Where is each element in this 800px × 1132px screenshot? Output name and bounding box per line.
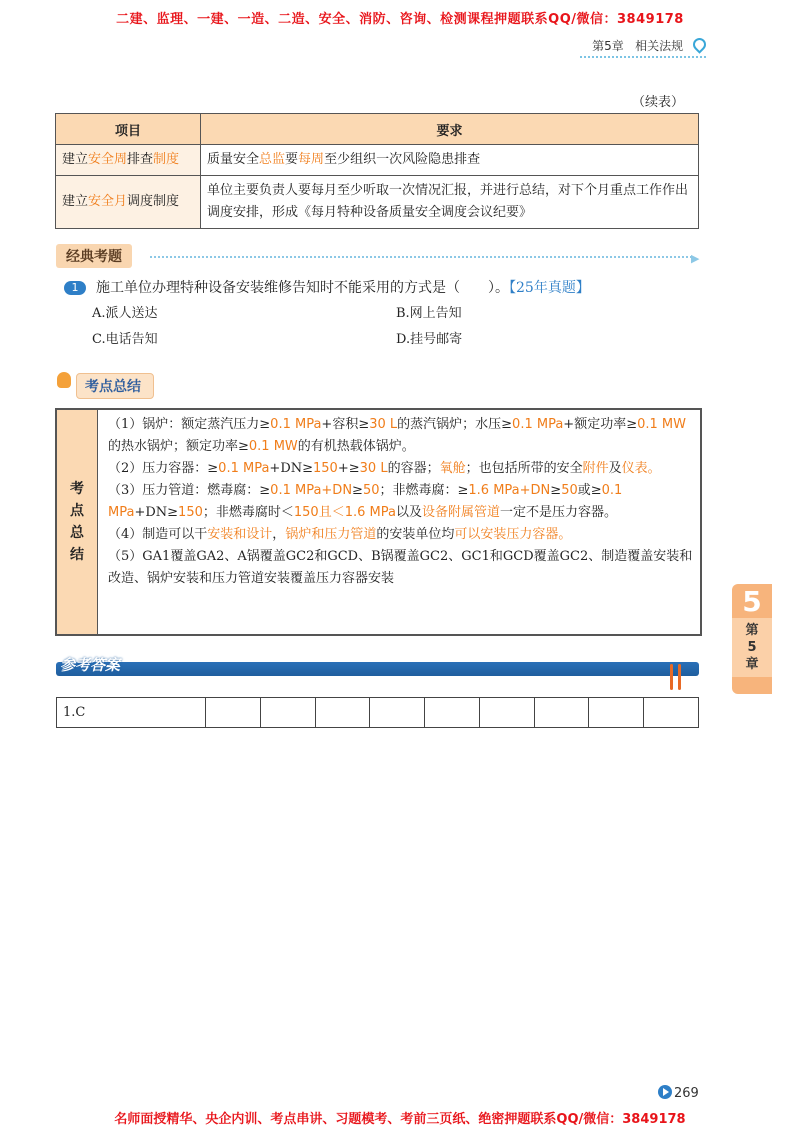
highlight-text: 30 L: [359, 461, 388, 476]
text: 以及: [395, 505, 422, 520]
highlight-text: 150: [178, 505, 203, 520]
answer-cell: [425, 698, 480, 728]
arrow-right-icon: ▶: [691, 252, 700, 265]
highlight-text: 150: [313, 461, 338, 476]
tab-char: 5: [747, 640, 757, 655]
highlight-text: 安装和设计: [207, 527, 273, 542]
column-header-requirement: 要求: [201, 114, 699, 145]
column-header-item: 项目: [56, 114, 201, 145]
table-header-row: [56, 114, 699, 145]
text: ；非燃毒腐：≥: [379, 483, 469, 498]
option-c: C.电话告知: [92, 332, 158, 347]
text: 一定不是压力容器。: [500, 505, 618, 520]
text: 的容器；: [387, 461, 440, 476]
text: ；非燃毒腐时＜: [202, 505, 294, 520]
text: +额定功率≥: [563, 417, 638, 432]
highlight-text: 30 L: [369, 417, 398, 432]
text: ≥: [550, 483, 562, 498]
option-a: A.派人送达: [92, 306, 158, 321]
row-item: [56, 176, 201, 229]
binder-clip-icon: [668, 664, 684, 692]
table-row: [56, 145, 699, 176]
text: 的蒸汽锅炉；水压≥: [397, 417, 513, 432]
answer-cell: [589, 698, 644, 728]
highlight-text: 可以安装压力容器。: [454, 527, 572, 542]
summary-item-pressure-vessel: [108, 458, 694, 480]
text: ，: [272, 527, 286, 542]
question-text: 施工单位办理特种设备安装维修告知时不能采用的方式是（ ）。: [96, 280, 509, 296]
highlight-text: 附件: [582, 461, 609, 476]
top-banner: 二建、监理、一建、一造、二造、安全、消防、咨询、检测课程押题联系QQ/微信：3849178: [116, 12, 684, 27]
text: 至少组织一次风险隐患排查: [324, 152, 481, 167]
classic-questions-tag: 经典考题: [56, 244, 132, 268]
section-divider: [150, 256, 692, 258]
option-d: D.挂号邮寄: [396, 332, 463, 347]
side-char: 总: [70, 525, 84, 541]
summary-item-boiler: [108, 414, 694, 458]
chapter-tab-label: [732, 618, 772, 677]
bottom-banner: 名师面授精华、央企内训、考点串讲、习题模考、考前三页纸、绝密押题联系QQ/微信：3849178: [114, 1112, 686, 1127]
question-source: 【25年真题】: [509, 280, 590, 296]
answer-cell: [479, 698, 534, 728]
highlight-text: 制度: [153, 152, 180, 167]
summary-item-pressure-pipe: [108, 480, 694, 524]
option-b: B.网上告知: [396, 306, 462, 321]
text: 的有机热载体锅炉。: [297, 439, 415, 454]
side-char: 结: [70, 547, 84, 563]
row-requirement: 单位主要负责人要每月至少听取一次情况汇报，并进行总结，对下个月重点工作作出调度安排，形成《每月特种设备质量安全调度会议纪要》: [201, 176, 699, 229]
lightbulb-icon: [57, 372, 71, 388]
answer-cell: [644, 698, 699, 728]
page-number: [658, 1085, 699, 1101]
highlight-text: 0.1 MPa+DN: [270, 483, 353, 498]
side-char: 考: [70, 481, 84, 497]
text: （3）压力管道：燃毒腐：≥: [108, 483, 271, 498]
answer-cell: [205, 698, 260, 728]
answer-cell: [370, 698, 425, 728]
text: 及: [608, 461, 622, 476]
highlight-text: ＜1.6 MPa: [331, 505, 396, 520]
answer-cell: 1.C: [57, 698, 206, 728]
summary-item-coverage: （5）GA1覆盖GA2、A锅覆盖GC2和GCD、B锅覆盖GC2、GC1和GCD覆盖GC2、制造覆盖安装和改造、锅炉安装和压力管道安装覆盖压力容器安装: [108, 549, 693, 586]
highlight-text: 每周: [298, 152, 325, 167]
highlight-text: 0.1 MPa: [512, 417, 564, 432]
question-number-badge: 1: [64, 281, 86, 295]
text: （4）制造可以干: [108, 527, 208, 542]
text: +容积≥: [321, 417, 370, 432]
summary-body: [98, 410, 700, 634]
highlight-text: 且: [318, 505, 332, 520]
text: +DN≥: [134, 505, 179, 520]
answer-cell: [534, 698, 589, 728]
play-icon: [658, 1085, 672, 1099]
text: 的安装单位均: [376, 527, 455, 542]
summary-item-manufacturing: [108, 524, 694, 546]
text: 建立: [62, 152, 89, 167]
header-divider: [580, 56, 706, 58]
highlight-text: 锅炉和压力管道: [285, 527, 377, 542]
text: +DN≥: [269, 461, 314, 476]
text: 调度制度: [127, 194, 180, 209]
text: （2）压力容器：≥: [108, 461, 219, 476]
highlight-text: 50: [561, 483, 578, 498]
table-row: [56, 176, 699, 229]
tab-char: 章: [745, 657, 759, 672]
continued-label: （续表）: [631, 95, 684, 110]
text: （1）锅炉：额定蒸汽压力≥: [108, 417, 271, 432]
text: 排查: [127, 152, 154, 167]
chapter-title: 相关法规: [635, 39, 684, 53]
highlight-text: 总监: [259, 152, 286, 167]
summary-box: [55, 408, 702, 636]
summary-tag: 考点总结: [76, 373, 154, 399]
text: +≥: [337, 461, 360, 476]
highlight-text: 0.1 MPa: [218, 461, 270, 476]
highlight-text: 0.1 MPa: [108, 483, 623, 520]
page-number-text: 269: [674, 1086, 699, 1101]
highlight-text: 安全月: [88, 194, 128, 209]
summary-side-label: [57, 410, 98, 634]
text: ≥: [352, 483, 363, 498]
location-pin-icon: [690, 35, 708, 53]
highlight-text: 氧舱: [439, 461, 466, 476]
text: 质量安全: [207, 152, 260, 167]
highlight-text: 仪表。: [621, 461, 661, 476]
answer-row: [57, 698, 699, 728]
chapter-tab: [732, 584, 772, 694]
question-stem: [96, 277, 590, 297]
answer-cell: [315, 698, 370, 728]
highlight-text: 设备附属管道: [422, 505, 501, 520]
text: 建立: [62, 194, 89, 209]
text: 的热水锅炉；额定功率≥: [108, 439, 249, 454]
text: 或≥: [577, 483, 602, 498]
highlight-text: 安全周: [88, 152, 128, 167]
answer-cell: [260, 698, 315, 728]
highlight-text: 0.1 MW: [248, 439, 298, 454]
highlight-text: 50: [362, 483, 380, 498]
answer-table: [56, 697, 699, 728]
highlight-text: 0.1 MPa: [270, 417, 322, 432]
side-char: 点: [70, 503, 84, 519]
text: 要: [285, 152, 299, 167]
chapter-tab-number: 5: [742, 585, 762, 618]
highlight-text: 1.6 MPa+DN: [468, 483, 551, 498]
requirements-table: [55, 113, 699, 229]
highlight-text: 150: [293, 505, 319, 520]
chapter-header: [592, 37, 706, 54]
chapter-number: 第5章: [592, 39, 624, 53]
answer-bar: [56, 662, 699, 676]
tab-char: 第: [745, 623, 759, 638]
text: ；也包括所带的安全: [465, 461, 583, 476]
row-item: [56, 145, 201, 176]
row-requirement: [201, 145, 699, 176]
highlight-text: 0.1 MW: [637, 417, 686, 432]
answer-title: 参考答案: [60, 656, 121, 674]
